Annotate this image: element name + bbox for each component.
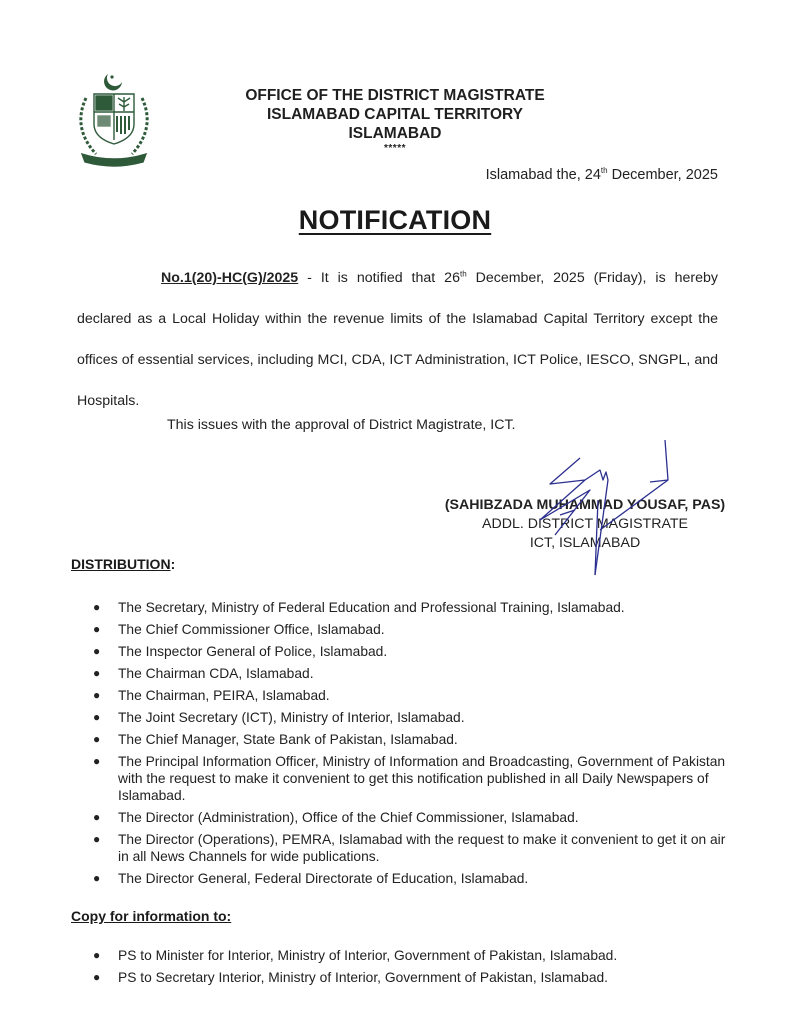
- distribution-heading: [71, 556, 175, 572]
- copy-list: [71, 947, 731, 991]
- bullet-icon: ●: [93, 688, 101, 702]
- header-line-1: OFFICE OF THE DISTRICT MAGISTRATE: [245, 87, 545, 104]
- list-item: [71, 665, 731, 682]
- list-item-text: The Secretary, Ministry of Federal Education and Professional Training, Islamabad.: [118, 600, 625, 615]
- list-item-text: PS to Secretary Interior, Ministry of Interior, Government of Pakistan, Islamabad.: [118, 970, 608, 985]
- body-sup: th: [459, 269, 467, 279]
- list-item-text: The Director (Operations), PEMRA, Islamabad with the request to make it convenient to get it on air in all News Channels for wide publications.: [118, 832, 726, 864]
- list-item: [71, 809, 731, 826]
- list-item: [71, 969, 731, 986]
- bullet-icon: ●: [93, 754, 101, 768]
- bullet-icon: ●: [93, 622, 101, 636]
- list-item: [71, 709, 731, 726]
- office-header: [210, 86, 580, 154]
- distribution-heading-text: DISTRIBUTION: [71, 556, 171, 572]
- header-line-3: ISLAMABAD: [348, 125, 442, 142]
- list-item: [71, 831, 731, 865]
- reference-number: No.1(20)-HC(G)/2025: [161, 270, 299, 286]
- header-line-2: ISLAMABAD CAPITAL TERRITORY: [266, 106, 524, 123]
- distribution-list: [71, 599, 731, 892]
- list-item: [71, 599, 731, 616]
- list-item-text: The Chief Manager, State Bank of Pakistan, Islamabad.: [118, 732, 458, 747]
- copy-heading: Copy for information to:: [71, 908, 232, 924]
- list-item-text: The Principal Information Officer, Ministry of Information and Broadcasting, Government of Pakistan with the request to make it convenient to get this notification published in all Daily Newspapers of Islamabad.: [118, 754, 726, 803]
- list-item: [71, 731, 731, 748]
- list-item: [71, 947, 731, 964]
- header-separator: *****: [384, 143, 406, 154]
- bullet-icon: ●: [93, 948, 101, 962]
- list-item-text: The Joint Secretary (ICT), Ministry of Interior, Islamabad.: [118, 710, 465, 725]
- bullet-icon: ●: [93, 644, 101, 658]
- list-item-text: The Chairman CDA, Islamabad.: [118, 666, 314, 681]
- bullet-icon: ●: [93, 810, 101, 824]
- list-item-text: The Chief Commissioner Office, Islamabad.: [118, 622, 385, 637]
- date-rest: December, 2025: [607, 166, 718, 183]
- list-item-text: PS to Minister for Interior, Ministry of Interior, Government of Pakistan, Islamabad.: [118, 948, 618, 963]
- list-item: [71, 621, 731, 638]
- signatory-office: ICT, ISLAMABAD: [529, 535, 641, 551]
- issue-date: [486, 166, 718, 183]
- bullet-icon: ●: [93, 871, 101, 885]
- bullet-icon: ●: [93, 970, 101, 984]
- bullet-icon: ●: [93, 666, 101, 680]
- list-item-text: The Inspector General of Police, Islamabad.: [118, 644, 388, 659]
- approval-note: This issues with the approval of District Magistrate, ICT.: [167, 417, 516, 433]
- list-item-text: The Chairman, PEIRA, Islamabad.: [118, 688, 330, 703]
- body-text-1: - It is notified that 26: [298, 270, 460, 286]
- list-item: [71, 643, 731, 660]
- bullet-icon: ●: [93, 832, 101, 846]
- list-item-text: The Director (Administration), Office of the Chief Commissioner, Islamabad.: [118, 810, 579, 825]
- signatory-name: (SAHIBZADA MUHAMMAD YOUSAF, PAS): [444, 497, 726, 513]
- list-item: [71, 753, 731, 804]
- title-text: NOTIFICATION: [298, 205, 492, 235]
- distribution-heading-colon: :: [170, 556, 176, 572]
- body-text-2: December, 2025 (Friday), is hereby declared as a Local Holiday within the revenue limits of the Islamabad Capital Territory except the offices of essential services, including MCI, CDA, ICT Administration, ICT Police, IESCO, SNGPL, and Hospitals.: [77, 270, 719, 409]
- date-prefix: Islamabad the, 24: [485, 166, 601, 183]
- bullet-icon: ●: [93, 732, 101, 746]
- bullet-icon: ●: [93, 710, 101, 724]
- document-title: [0, 205, 790, 236]
- list-item: [71, 870, 731, 887]
- date-suffix: th: [600, 166, 608, 175]
- state-emblem-icon: [68, 68, 160, 168]
- handwritten-signature: [500, 440, 720, 600]
- list-item: [71, 687, 731, 704]
- list-item-text: The Director General, Federal Directorate of Education, Islamabad.: [118, 871, 529, 886]
- bullet-icon: ●: [93, 600, 101, 614]
- signatory-designation: ADDL. DISTRICT MAGISTRATE: [481, 516, 688, 532]
- notification-body: [77, 258, 718, 422]
